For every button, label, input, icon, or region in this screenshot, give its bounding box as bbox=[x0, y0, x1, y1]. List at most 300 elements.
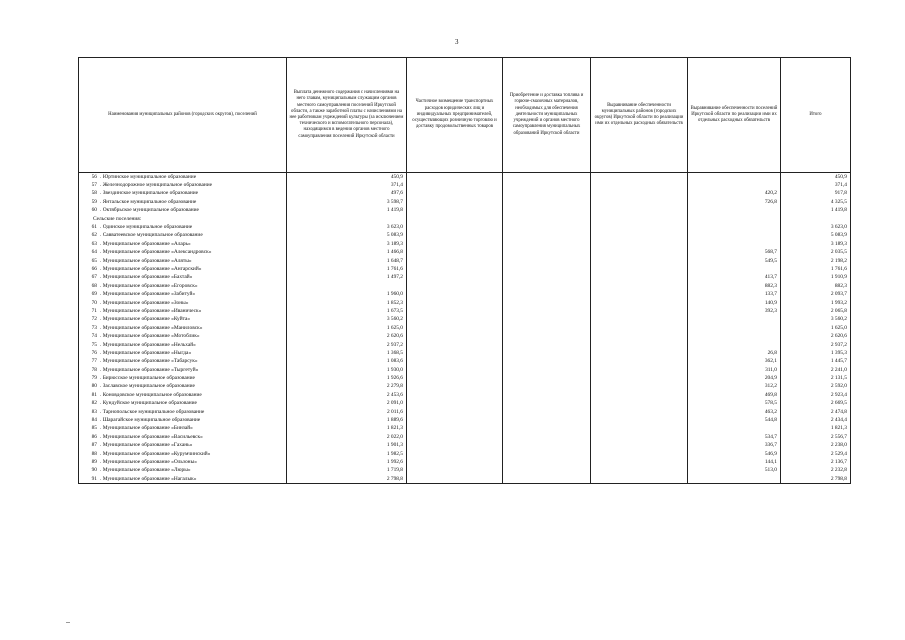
salary-value: 1 982,5 bbox=[287, 450, 407, 458]
district-equalization-value bbox=[591, 274, 688, 282]
municipality-cell bbox=[79, 366, 287, 374]
total-value: 2 529,4 bbox=[781, 450, 851, 458]
fuel-value bbox=[503, 274, 591, 282]
transport-value bbox=[407, 366, 503, 374]
table-row bbox=[79, 442, 851, 450]
transport-value bbox=[407, 391, 503, 399]
total-value: 2 065,8 bbox=[781, 307, 851, 315]
fuel-value bbox=[503, 173, 591, 182]
row-number-separator: . bbox=[100, 417, 103, 424]
row-number: 79 bbox=[91, 375, 97, 382]
fuel-value bbox=[503, 341, 591, 349]
municipality-cell bbox=[79, 290, 287, 298]
district-equalization-value bbox=[591, 475, 688, 484]
total-value: 3 560,2 bbox=[781, 316, 851, 324]
section-heading-row bbox=[79, 215, 851, 223]
district-equalization-value bbox=[591, 467, 688, 475]
row-number: 70 bbox=[91, 299, 97, 306]
salary-value: 1 648,7 bbox=[287, 257, 407, 265]
municipality-name: Кундуйское муниципальное образование bbox=[102, 400, 197, 407]
table-row bbox=[79, 374, 851, 382]
municipality-name: Муниципальное образование «Александровск» bbox=[102, 249, 212, 256]
row-number: 67 bbox=[91, 274, 97, 281]
fuel-value bbox=[503, 391, 591, 399]
municipality-cell bbox=[79, 190, 287, 198]
settlement-equalization-value: 140,9 bbox=[688, 299, 781, 307]
row-number: 63 bbox=[91, 240, 97, 247]
row-number: 56 bbox=[91, 173, 97, 180]
fuel-value bbox=[503, 374, 591, 382]
district-equalization-value bbox=[591, 240, 688, 248]
transport-value bbox=[407, 223, 503, 231]
municipality-name: Муниципальное образование «Иваническ» bbox=[102, 307, 202, 314]
row-number-separator: . bbox=[100, 324, 103, 331]
table-row bbox=[79, 249, 851, 257]
district-equalization-value bbox=[591, 181, 688, 189]
row-number-separator: . bbox=[100, 316, 103, 323]
salary-value: 1 368,5 bbox=[287, 349, 407, 357]
total-value bbox=[781, 215, 851, 223]
settlement-equalization-value bbox=[688, 324, 781, 332]
table-row bbox=[79, 433, 851, 441]
municipality-name: Муниципальное образование «Аляты» bbox=[102, 257, 192, 264]
transport-value bbox=[407, 450, 503, 458]
settlement-equalization-value: 463,2 bbox=[688, 408, 781, 416]
transport-value bbox=[407, 341, 503, 349]
row-number-separator: . bbox=[100, 274, 103, 281]
row-number: 69 bbox=[91, 291, 97, 298]
salary-value: 450,9 bbox=[287, 173, 407, 182]
table-row bbox=[79, 274, 851, 282]
settlement-equalization-value: 420,2 bbox=[688, 190, 781, 198]
district-equalization-value bbox=[591, 391, 688, 399]
district-equalization-value bbox=[591, 198, 688, 206]
fuel-value bbox=[503, 316, 591, 324]
fuel-value bbox=[503, 223, 591, 231]
municipality-cell bbox=[79, 215, 287, 223]
total-value: 2 131,5 bbox=[781, 374, 851, 382]
transport-value bbox=[407, 358, 503, 366]
municipality-name: Муниципальное образование «Табарсук» bbox=[102, 358, 198, 365]
settlement-equalization-value: 549,5 bbox=[688, 257, 781, 265]
municipality-name: Октябрьское муниципальное образование bbox=[102, 207, 199, 214]
transport-value bbox=[407, 290, 503, 298]
fuel-value bbox=[503, 232, 591, 240]
transport-value bbox=[407, 383, 503, 391]
total-value: 2 592,0 bbox=[781, 383, 851, 391]
municipality-cell bbox=[79, 307, 287, 315]
municipality-cell bbox=[79, 374, 287, 382]
transport-value bbox=[407, 198, 503, 206]
table-row bbox=[79, 450, 851, 458]
municipality-name: Железнодорожное муниципальное образование bbox=[102, 182, 213, 189]
row-number: 88 bbox=[91, 450, 97, 457]
row-number-separator: . bbox=[100, 257, 103, 264]
row-number-separator: . bbox=[100, 375, 103, 382]
fuel-value bbox=[503, 450, 591, 458]
salary-value bbox=[287, 282, 407, 290]
table-row bbox=[79, 223, 851, 231]
total-value: 1 395,3 bbox=[781, 349, 851, 357]
municipality-name: Муниципальное образование «Куйта» bbox=[102, 316, 191, 323]
district-equalization-value bbox=[591, 232, 688, 240]
municipality-name: Коновдовское муниципальное образование bbox=[102, 391, 202, 398]
settlement-equalization-value: 578,5 bbox=[688, 400, 781, 408]
transport-value bbox=[407, 307, 503, 315]
municipality-cell bbox=[79, 299, 287, 307]
row-number-separator: . bbox=[100, 433, 103, 440]
total-value: 5 083,9 bbox=[781, 232, 851, 240]
salary-value: 2 279,8 bbox=[287, 383, 407, 391]
settlement-equalization-value bbox=[688, 215, 781, 223]
settlement-equalization-value: 336,7 bbox=[688, 442, 781, 450]
fuel-value bbox=[503, 299, 591, 307]
row-number: 64 bbox=[91, 249, 97, 256]
scan-mark bbox=[66, 622, 70, 623]
row-number-separator: . bbox=[100, 207, 103, 214]
municipality-name: Муниципальное образование «Нагалык» bbox=[102, 475, 197, 482]
district-equalization-value bbox=[591, 442, 688, 450]
row-number-separator: . bbox=[100, 333, 103, 340]
municipality-name: Янтальское муниципальное образование bbox=[102, 198, 197, 205]
total-value: 2 238,0 bbox=[781, 442, 851, 450]
table-row bbox=[79, 341, 851, 349]
fuel-value bbox=[503, 408, 591, 416]
settlement-equalization-value bbox=[688, 240, 781, 248]
row-number-separator: . bbox=[100, 400, 103, 407]
row-number-separator: . bbox=[100, 190, 103, 197]
settlement-equalization-value: 204,9 bbox=[688, 374, 781, 382]
transport-value bbox=[407, 442, 503, 450]
row-number-separator: . bbox=[100, 366, 103, 373]
fuel-value bbox=[503, 433, 591, 441]
municipality-cell bbox=[79, 349, 287, 357]
table-row bbox=[79, 240, 851, 248]
header-total: Итого bbox=[781, 58, 851, 173]
settlement-equalization-value bbox=[688, 232, 781, 240]
fuel-value bbox=[503, 249, 591, 257]
municipality-cell bbox=[79, 475, 287, 484]
table-row bbox=[79, 475, 851, 484]
row-number-separator: . bbox=[100, 307, 103, 314]
municipality-cell bbox=[79, 265, 287, 273]
row-number-separator: . bbox=[100, 182, 103, 189]
municipality-cell bbox=[79, 332, 287, 340]
table-row bbox=[79, 408, 851, 416]
district-equalization-value bbox=[591, 383, 688, 391]
municipality-name: Муниципальное образование «Ангарский» bbox=[102, 265, 202, 272]
municipality-cell bbox=[79, 207, 287, 215]
district-equalization-value bbox=[591, 408, 688, 416]
salary-value: 3 189,3 bbox=[287, 240, 407, 248]
table-row bbox=[79, 290, 851, 298]
table-row bbox=[79, 349, 851, 357]
transport-value bbox=[407, 475, 503, 484]
row-number-separator: . bbox=[100, 265, 103, 272]
row-number: 85 bbox=[91, 425, 97, 432]
fuel-value bbox=[503, 475, 591, 484]
district-equalization-value bbox=[591, 265, 688, 273]
settlement-equalization-value: 513,0 bbox=[688, 467, 781, 475]
table-row bbox=[79, 316, 851, 324]
municipality-name: Муниципальное образование «Ныгда» bbox=[102, 349, 192, 356]
municipality-cell bbox=[79, 341, 287, 349]
salary-value: 1 761,6 bbox=[287, 265, 407, 273]
transport-value bbox=[407, 316, 503, 324]
salary-value: 1 901,3 bbox=[287, 442, 407, 450]
settlement-equalization-value bbox=[688, 341, 781, 349]
municipality-cell bbox=[79, 173, 287, 182]
settlement-equalization-value: 133,7 bbox=[688, 290, 781, 298]
total-value: 450,9 bbox=[781, 173, 851, 182]
transport-value bbox=[407, 425, 503, 433]
total-value: 882,3 bbox=[781, 282, 851, 290]
row-number-separator: . bbox=[100, 224, 103, 231]
municipality-cell bbox=[79, 240, 287, 248]
header-municipality-name: Наименования муниципальных районов (городских округов), поселений bbox=[79, 58, 287, 173]
row-number: 72 bbox=[91, 316, 97, 323]
municipality-cell bbox=[79, 450, 287, 458]
row-number-separator: . bbox=[100, 282, 103, 289]
district-equalization-value bbox=[591, 249, 688, 257]
total-value: 1 419,8 bbox=[781, 207, 851, 215]
fuel-value bbox=[503, 383, 591, 391]
table-row bbox=[79, 282, 851, 290]
row-number-separator: . bbox=[100, 458, 103, 465]
district-equalization-value bbox=[591, 374, 688, 382]
row-number-separator: . bbox=[100, 299, 103, 306]
municipality-name: Муниципальное образование «Мотоблик» bbox=[102, 333, 200, 340]
row-number-separator: . bbox=[100, 442, 103, 449]
district-equalization-value bbox=[591, 433, 688, 441]
row-number-separator: . bbox=[100, 291, 103, 298]
row-number: 65 bbox=[91, 257, 97, 264]
total-value: 1 821,3 bbox=[781, 425, 851, 433]
transport-value bbox=[407, 215, 503, 223]
salary-value: 1 930,0 bbox=[287, 366, 407, 374]
table-row bbox=[79, 207, 851, 215]
transport-value bbox=[407, 249, 503, 257]
table-row bbox=[79, 391, 851, 399]
municipality-name: Муниципальное образование «Зоны» bbox=[102, 299, 189, 306]
total-value: 1 761,6 bbox=[781, 265, 851, 273]
transport-value bbox=[407, 299, 503, 307]
total-value: 2 474,8 bbox=[781, 408, 851, 416]
transport-value bbox=[407, 400, 503, 408]
municipality-cell bbox=[79, 198, 287, 206]
settlement-equalization-value: 726,8 bbox=[688, 198, 781, 206]
settlement-equalization-value: 311,0 bbox=[688, 366, 781, 374]
district-equalization-value bbox=[591, 416, 688, 424]
row-number: 83 bbox=[91, 408, 97, 415]
transport-value bbox=[407, 265, 503, 273]
transport-value bbox=[407, 433, 503, 441]
row-number: 71 bbox=[91, 307, 97, 314]
fuel-value bbox=[503, 358, 591, 366]
row-number: 57 bbox=[91, 182, 97, 189]
salary-value: 1 992,6 bbox=[287, 458, 407, 466]
table-row bbox=[79, 458, 851, 466]
table-row bbox=[79, 366, 851, 374]
header-transport-compensation: Частичное возмещение транспортных расходов юридических лиц и индивидуальных предпринимателей, осуществляющих розничную торговлю и доставку продовольственных товаров bbox=[407, 58, 503, 173]
municipality-cell bbox=[79, 467, 287, 475]
total-value: 1 625,0 bbox=[781, 324, 851, 332]
table-row bbox=[79, 265, 851, 273]
settlement-equalization-value bbox=[688, 332, 781, 340]
municipality-cell bbox=[79, 383, 287, 391]
table-row bbox=[79, 383, 851, 391]
settlement-equalization-value bbox=[688, 425, 781, 433]
fuel-value bbox=[503, 467, 591, 475]
settlement-equalization-value: 312,2 bbox=[688, 383, 781, 391]
municipality-name: Муниципальное образование «Егоровск» bbox=[102, 282, 198, 289]
row-number-separator: . bbox=[100, 391, 103, 398]
total-value: 2 937,2 bbox=[781, 341, 851, 349]
municipality-name: Муниципальное образование «Бинзай» bbox=[102, 425, 193, 432]
municipality-cell bbox=[79, 416, 287, 424]
salary-value: 371,4 bbox=[287, 181, 407, 189]
row-number: 58 bbox=[91, 190, 97, 197]
row-number: 73 bbox=[91, 324, 97, 331]
settlement-equalization-value bbox=[688, 181, 781, 189]
municipality-name: Юртинское муниципальное образование bbox=[102, 173, 197, 180]
transport-value bbox=[407, 181, 503, 189]
row-number-separator: . bbox=[100, 475, 103, 482]
table-row bbox=[79, 332, 851, 340]
row-number-separator: . bbox=[100, 425, 103, 432]
row-number-separator: . bbox=[100, 408, 103, 415]
table-row bbox=[79, 173, 851, 182]
municipality-cell bbox=[79, 391, 287, 399]
district-equalization-value bbox=[591, 358, 688, 366]
salary-value: 1 960,0 bbox=[287, 290, 407, 298]
salary-value: 1 852,3 bbox=[287, 299, 407, 307]
transport-value bbox=[407, 282, 503, 290]
total-value: 2 035,5 bbox=[781, 249, 851, 257]
settlement-equalization-value bbox=[688, 475, 781, 484]
total-value: 2 923,4 bbox=[781, 391, 851, 399]
header-district-equalization: Выравнивание обеспеченности муниципальных районов (городских округов) Иркутской области по реализации ими их отдельных расходных обязательств bbox=[591, 58, 688, 173]
municipality-name: Заславское муниципальное образование bbox=[102, 383, 195, 390]
row-number-separator: . bbox=[100, 249, 103, 256]
salary-value: 2 022,0 bbox=[287, 433, 407, 441]
salary-value: 2 091,0 bbox=[287, 400, 407, 408]
salary-value: 2 937,2 bbox=[287, 341, 407, 349]
total-value: 2 798,8 bbox=[781, 475, 851, 484]
salary-value: 3 623,0 bbox=[287, 223, 407, 231]
district-equalization-value bbox=[591, 223, 688, 231]
row-number-separator: . bbox=[100, 341, 103, 348]
row-number: 87 bbox=[91, 442, 97, 449]
settlement-equalization-value bbox=[688, 223, 781, 231]
transport-value bbox=[407, 416, 503, 424]
municipality-cell bbox=[79, 249, 287, 257]
total-value: 2 232,8 bbox=[781, 467, 851, 475]
settlement-equalization-value: 568,7 bbox=[688, 249, 781, 257]
row-number-separator: . bbox=[100, 349, 103, 356]
municipality-name: Муниципальное образование «Курумчинский» bbox=[102, 450, 211, 457]
municipality-name: Тарнопольское муниципальное образование bbox=[102, 408, 205, 415]
row-number-separator: . bbox=[100, 467, 103, 474]
header-settlement-equalization: Выравнивание обеспеченности поселений Иркутской области по реализации ими их отдельных расходных обязательств bbox=[688, 58, 781, 173]
fuel-value bbox=[503, 400, 591, 408]
settlement-equalization-value: 26,8 bbox=[688, 349, 781, 357]
municipality-name: Муниципальное образование «Аларь» bbox=[102, 240, 191, 247]
municipality-name: Муниципальное образование «Тыргетуй» bbox=[102, 366, 199, 373]
transport-value bbox=[407, 232, 503, 240]
municipality-name: Одинское муниципальное образование bbox=[102, 224, 193, 231]
row-number: 61 bbox=[91, 224, 97, 231]
row-number: 80 bbox=[91, 383, 97, 390]
row-number: 76 bbox=[91, 349, 97, 356]
salary-value: 1 821,3 bbox=[287, 425, 407, 433]
fuel-value bbox=[503, 366, 591, 374]
municipality-cell bbox=[79, 232, 287, 240]
settlement-equalization-value bbox=[688, 265, 781, 273]
transport-value bbox=[407, 458, 503, 466]
municipality-name: Муниципальное образование «Бахтай» bbox=[102, 274, 193, 281]
settlement-equalization-value: 413,7 bbox=[688, 274, 781, 282]
district-equalization-value bbox=[591, 307, 688, 315]
settlement-equalization-value: 534,7 bbox=[688, 433, 781, 441]
district-equalization-value bbox=[591, 425, 688, 433]
salary-value: 1 497,2 bbox=[287, 274, 407, 282]
district-equalization-value bbox=[591, 400, 688, 408]
row-number: 68 bbox=[91, 282, 97, 289]
row-number-separator: . bbox=[100, 198, 103, 205]
salary-value: 1 419,8 bbox=[287, 207, 407, 215]
row-number: 75 bbox=[91, 341, 97, 348]
settlement-equalization-value: 392,3 bbox=[688, 307, 781, 315]
district-equalization-value bbox=[591, 341, 688, 349]
district-equalization-value bbox=[591, 324, 688, 332]
municipality-cell bbox=[79, 358, 287, 366]
fuel-value bbox=[503, 282, 591, 290]
settlement-equalization-value: 144,1 bbox=[688, 458, 781, 466]
settlement-equalization-value: 469,8 bbox=[688, 391, 781, 399]
transport-value bbox=[407, 190, 503, 198]
fuel-value bbox=[503, 307, 591, 315]
district-equalization-value bbox=[591, 173, 688, 182]
settlement-equalization-value bbox=[688, 173, 781, 182]
fuel-value bbox=[503, 215, 591, 223]
district-equalization-value bbox=[591, 207, 688, 215]
table-row bbox=[79, 416, 851, 424]
table-header-row bbox=[79, 58, 851, 173]
fuel-value bbox=[503, 442, 591, 450]
municipality-name: Муниципальное образование «Маниловск» bbox=[102, 324, 203, 331]
fuel-value bbox=[503, 332, 591, 340]
table-row bbox=[79, 232, 851, 240]
municipality-cell bbox=[79, 458, 287, 466]
transport-value bbox=[407, 349, 503, 357]
table-row bbox=[79, 181, 851, 189]
row-number: 66 bbox=[91, 265, 97, 272]
municipality-name: Муниципальное образование «Гахань» bbox=[102, 442, 193, 449]
municipality-cell bbox=[79, 223, 287, 231]
municipality-cell bbox=[79, 316, 287, 324]
total-value: 1 993,2 bbox=[781, 299, 851, 307]
municipality-cell bbox=[79, 433, 287, 441]
settlement-equalization-value: 546,9 bbox=[688, 450, 781, 458]
settlement-equalization-value bbox=[688, 316, 781, 324]
row-number-separator: . bbox=[100, 232, 103, 239]
salary-value: 3 560,2 bbox=[287, 316, 407, 324]
municipality-cell bbox=[79, 400, 287, 408]
total-value: 1 910,9 bbox=[781, 274, 851, 282]
salary-value: 2 620,6 bbox=[287, 332, 407, 340]
table-body bbox=[79, 173, 851, 484]
